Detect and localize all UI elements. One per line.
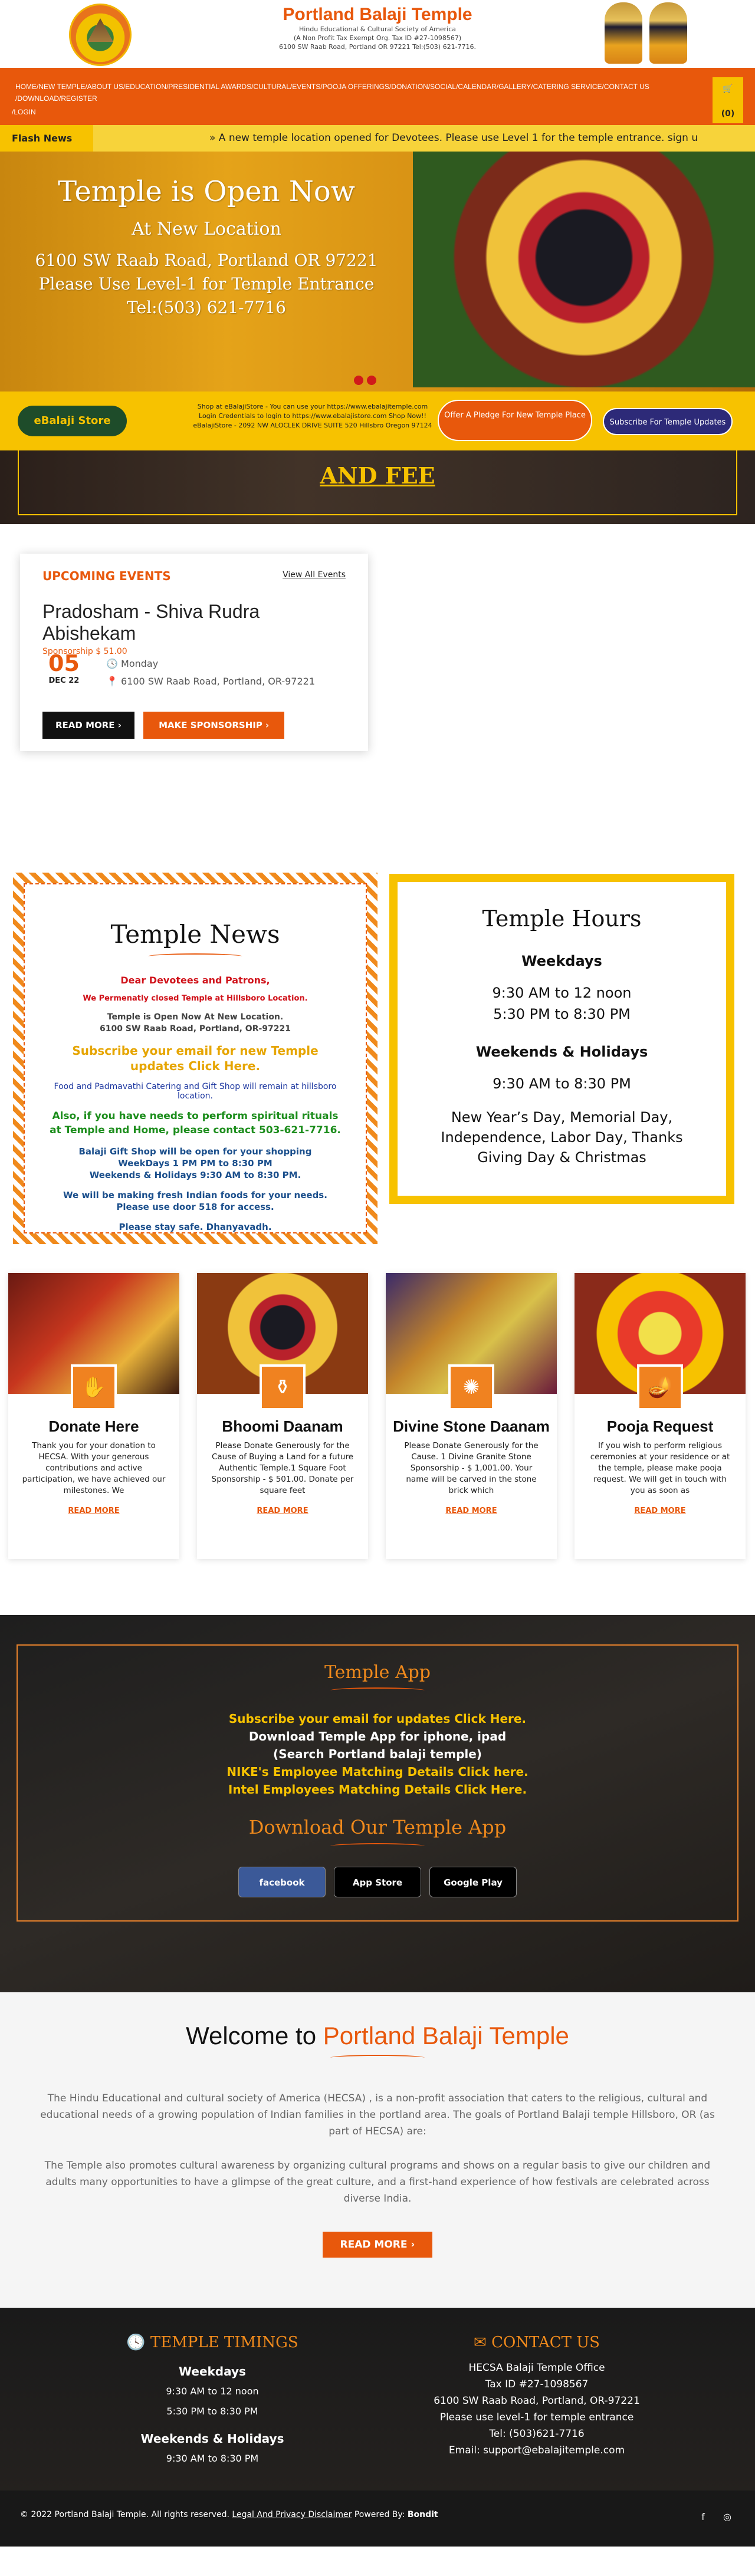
social-links — [686, 2511, 731, 2522]
news-closed: We Permenatly closed Temple at Hillsboro Location. — [83, 994, 308, 1003]
nav-item[interactable]: /EDUCATION — [123, 83, 167, 91]
nav-item[interactable]: /DOWNLOAD — [15, 94, 60, 103]
card-title: Pooja Request — [606, 1417, 714, 1435]
event-day: 05 — [48, 650, 80, 676]
footer-contact-4: Please use level-1 for temple entrance — [439, 2411, 634, 2423]
card-bhoomi-daanam[interactable] — [197, 1273, 368, 1559]
donation-cards — [0, 1273, 755, 1615]
temple-app-title: Temple App — [324, 1662, 431, 1683]
subscribe-updates-button[interactable]: Subscribe For Temple Updates — [603, 408, 733, 435]
event-buttons — [42, 712, 284, 739]
facebook-badge[interactable]: facebook — [238, 1867, 326, 1897]
main-nav — [0, 68, 755, 125]
hours-weekends-label: Weekends & Holidays — [475, 1044, 648, 1060]
footer-contact-heading — [413, 2334, 661, 2351]
app-download-text: Download Temple App for iphone, ipad — [248, 1729, 507, 1743]
ornament-divider — [330, 2055, 425, 2061]
view-all-events-link[interactable]: View All Events — [283, 570, 346, 580]
news-greeting: Dear Devotees and Patrons, — [120, 975, 270, 986]
offer-pledge-button[interactable]: Offer A Pledge For New Temple Place — [438, 400, 592, 441]
card-title: Bhoomi Daanam — [222, 1417, 343, 1435]
nav-item[interactable]: /CULTURAL — [251, 83, 290, 91]
nav-login[interactable]: /LOGIN — [12, 108, 36, 116]
footer-timings — [88, 2334, 336, 2466]
event-info — [106, 655, 315, 690]
footer-contact-2: Tax ID #27-1098567 — [485, 2378, 589, 2390]
news-open-2: 6100 SW Raab Road, Portland, OR-97221 — [100, 1024, 291, 1034]
footer-contact-title: CONTACT US — [491, 2334, 600, 2351]
event-title: Pradosham - Shiva Rudra Abishekam — [42, 601, 260, 644]
app-store-badge[interactable]: App Store — [334, 1867, 421, 1897]
card-read-more[interactable]: READ MORE — [634, 1506, 686, 1515]
welcome-read-more-button[interactable]: READ MORE › — [323, 2232, 433, 2258]
clock-icon: 🕓 — [106, 658, 122, 669]
google-play-badge[interactable]: Google Play — [429, 1867, 517, 1897]
hours-weekend-1: 9:30 AM to 8:30 PM — [493, 1075, 631, 1092]
nav-item[interactable]: /POOJA OFFERINGS — [320, 83, 389, 91]
cart-button[interactable] — [713, 77, 743, 123]
deity-images — [605, 2, 687, 66]
event-sponsorship: Sponsorship $ 51.00 — [42, 647, 127, 656]
ebalaji-text-2[interactable]: Login Credentials to login to https://www.ebalajistore.com Shop Now!! — [199, 412, 426, 420]
hours-weekday-2: 5:30 PM to 8:30 PM — [493, 1006, 631, 1022]
footer-contact-3: 6100 SW Raab Road, Portland, OR-97221 — [434, 2395, 640, 2407]
news-open-1: Temple is Open Now At New Location. — [107, 1012, 284, 1022]
news-shop — [48, 1146, 342, 1181]
nav-item[interactable]: /NEW TEMPLE — [37, 83, 86, 91]
donate-icon: ✋ — [71, 1364, 117, 1410]
card-donate-here[interactable] — [8, 1273, 179, 1559]
contact-icon: ✉ — [474, 2334, 492, 2351]
ebalaji-store-bar — [0, 392, 755, 450]
nav-item[interactable]: /ABOUT US — [85, 83, 123, 91]
welcome-title — [0, 2022, 755, 2050]
slider-dots — [354, 376, 380, 387]
footer-weekday-1: 9:30 AM to 12 noon — [166, 2386, 259, 2397]
ebalaji-store-logo[interactable]: eBalaji Store — [18, 406, 127, 436]
welcome-paragraph-2: The Temple also promotes cultural awareness by organizing cultural programs and shows on a regular basis to give our children and adults many opportunities to have a glimpse of the great culture, and a first-hand experience of how festivals are celebrated across diverse India. — [44, 2160, 711, 2205]
news-food-2: We will be making fresh Indian foods for your needs. Please use door 518 for access. — [63, 1190, 327, 1212]
ornament-divider — [330, 1687, 425, 1693]
footer-contact-phone[interactable]: Tel: (503)621-7716 — [489, 2428, 585, 2440]
nav-item[interactable]: /EVENTS — [290, 83, 321, 91]
deity-image-right — [649, 2, 687, 64]
temple-hours-title: Temple Hours — [482, 906, 642, 932]
ebalaji-text-1[interactable]: Shop at eBalajiStore - You can use your https://www.ebalajitemple.com — [197, 403, 428, 410]
lamp-icon: 🪔 — [637, 1364, 683, 1410]
download-app-title: Download Our Temple App — [248, 1816, 507, 1838]
footer-weekends-label: Weekends & Holidays — [140, 2432, 284, 2446]
facebook-icon[interactable]: f — [701, 2511, 705, 2522]
welcome-title-prefix: Welcome to — [186, 2022, 323, 2049]
card-read-more[interactable]: READ MORE — [68, 1506, 120, 1515]
hero-address: 6100 SW Raab Road, Portland OR 97221 — [35, 251, 378, 270]
nav-item[interactable]: /GALLERY — [496, 83, 531, 91]
footer-address — [413, 2360, 661, 2459]
nav-item[interactable]: /CONTACT US — [602, 83, 649, 91]
event-weekday: Monday — [121, 658, 159, 669]
news-open — [48, 1011, 342, 1035]
welcome-title-brand: Portland Balaji Temple — [323, 2022, 569, 2049]
slider-dot-1[interactable] — [354, 376, 363, 385]
card-description: If you wish to perform religious ceremonies at your residence or at the temple, please make pooja request. We will get in touch with you as soon as — [590, 1441, 730, 1495]
footer-contact-1: HECSA Balaji Temple Office — [468, 2362, 605, 2374]
event-month: DEC 22 — [48, 676, 80, 685]
flash-news-label: Flash News — [0, 125, 93, 152]
app-store-badges — [18, 1867, 737, 1897]
intel-matching-link[interactable]: Intel Employees Matching Details Click Here. — [228, 1782, 527, 1797]
nav-item[interactable]: /SOCIAL — [428, 83, 457, 91]
news-safe: Please stay safe. Dhanyavadh. — [119, 1222, 272, 1232]
location-pin-icon: 📍 — [106, 676, 122, 687]
welcome-paragraph-1: The Hindu Educational and cultural society of America (HECSA) , is a non-profit association that caters to the religious, cultural and educational needs of a growing population of Indian families in the portland area. The goals of Portland Balaji temple Hillsboro, OR (as part of HECSA) are: — [40, 2093, 715, 2137]
temple-hours-box — [389, 874, 734, 1204]
card-description: Please Donate Generously for the Cause. 1 Divine Granite Stone Sponsorship - $ 1,001.00. Your name will be carved in the stone brick which — [404, 1441, 539, 1495]
nav-item[interactable]: /CATERING SERVICE — [531, 83, 602, 91]
sun-icon: ✺ — [448, 1364, 494, 1410]
app-search-hint: (Search Portland balaji temple) — [273, 1747, 482, 1761]
powered-by: Powered By: — [354, 2510, 405, 2519]
hours-weekdays-label: Weekdays — [521, 953, 602, 969]
site-title[interactable]: Portland Balaji Temple — [283, 5, 472, 24]
card-description: Please Donate Generously for the Cause of Buying a Land for a future Authentic Temple.1 Square Foot Sponsorship - $ 501.00. Donate per square feet — [211, 1441, 354, 1495]
hero-text — [0, 175, 413, 320]
deity-image-left — [605, 2, 642, 64]
nav-item[interactable]: /CALENDAR — [456, 83, 497, 91]
card-title: Donate Here — [48, 1417, 139, 1435]
news-hours-section — [0, 869, 755, 1273]
footer-timings-title: TEMPLE TIMINGS — [150, 2334, 298, 2351]
slider-dot-2[interactable] — [367, 376, 376, 385]
nike-matching-link[interactable]: NIKE's Employee Matching Details Click here. — [226, 1765, 528, 1779]
news-shop-3: Weekends & Holidays 9:30 AM to 8:30 PM. — [89, 1170, 301, 1180]
site-header — [0, 0, 755, 68]
card-title: Divine Stone Daanam — [393, 1417, 550, 1435]
temple-news-title: Temple News — [110, 920, 280, 949]
nav-item[interactable]: /DONATION — [389, 83, 428, 91]
copyright-text: © 2022 Portland Balaji Temple. All rights reserved. — [20, 2510, 229, 2519]
card-divine-stone-daanam[interactable] — [386, 1273, 557, 1559]
news-shop-1: Balaji Gift Shop will be open for your shopping — [78, 1146, 312, 1157]
flash-news-text[interactable]: » A new temple location opened for Devotees. Please use Level 1 for the temple entrance. sign u — [209, 132, 698, 144]
flash-news-bar — [0, 125, 755, 152]
ebalaji-store-text — [183, 402, 442, 430]
nav-item[interactable]: HOME — [15, 83, 37, 91]
event-date — [48, 650, 80, 685]
card-read-more[interactable]: READ MORE — [445, 1506, 497, 1515]
footer-weekend-1: 9:30 AM to 8:30 PM — [166, 2453, 259, 2464]
upcoming-events-heading: UPCOMING EVENTS — [42, 569, 171, 583]
footer-weekday-2: 5:30 PM to 8:30 PM — [166, 2406, 258, 2417]
events-section — [0, 524, 755, 869]
brand-taxid: (A Non Profit Tax Exempt Org. Tax ID #27-1098567) — [293, 34, 462, 42]
announcement-text[interactable]: AND FEE — [320, 462, 435, 489]
temple-news-content — [24, 883, 367, 1233]
cart-icon: 🛒 — [723, 84, 733, 94]
card-read-more[interactable]: READ MORE — [257, 1506, 308, 1515]
hero-slider — [0, 152, 755, 392]
nav-item[interactable]: /REGISTER — [59, 94, 97, 103]
clock-icon: 🕓 — [126, 2334, 150, 2351]
nav-item[interactable]: /PRESIDENTIAL AWARDS — [166, 83, 252, 91]
announcement-band — [0, 450, 755, 524]
brand-subtitle: Hindu Educational & Cultural Society of America — [298, 25, 457, 33]
upcoming-event-card — [20, 554, 368, 751]
footer-contact-email[interactable]: Email: support@ebalajitemple.com — [448, 2445, 625, 2456]
temple-app-section — [0, 1615, 755, 1992]
cart-count: (0) — [721, 109, 735, 119]
ornament-divider — [330, 1843, 425, 1849]
hero-deity-image — [413, 152, 755, 387]
news-subscribe-link[interactable]: Subscribe your email for new Temple updates Click Here. — [72, 1044, 319, 1073]
hero-phone: Tel:(503) 621-7716 — [127, 298, 286, 317]
event-location: 6100 SW Raab Road, Portland, OR-97221 — [121, 676, 315, 687]
ornament-divider — [148, 953, 242, 959]
footer-weekdays-label: Weekdays — [179, 2364, 246, 2378]
temple-news-box — [13, 873, 378, 1244]
brand-address: 6100 SW Raab Road, Portland OR 97221 Tel:(503) 621-7716. — [278, 43, 477, 51]
welcome-section — [0, 1992, 755, 2308]
footer-contact — [413, 2334, 661, 2459]
instagram-icon[interactable]: ◎ — [723, 2511, 731, 2522]
temple-app-box — [17, 1644, 738, 1922]
ebalaji-text-3: eBalajiStore - 2092 NW ALOCLEK DRIVE SUITE 520 Hillsbro Oregon 97124 — [193, 422, 432, 429]
hero-subtitle: At New Location — [132, 219, 281, 239]
news-food: Food and Padmavathi Catering and Gift Shop will remain at hillsboro location. — [54, 1082, 337, 1101]
event-read-more-button[interactable]: READ MORE › — [42, 712, 134, 739]
app-subscribe-link[interactable]: Subscribe your email for updates Click Here. — [228, 1712, 527, 1726]
card-pooja-request[interactable] — [575, 1273, 746, 1559]
legal-link[interactable]: Legal And Privacy Disclaimer — [232, 2510, 352, 2519]
hours-holidays: New Year’s Day, Memorial Day, Independence, Labor Day, Thanks Giving Day & Christmas — [441, 1109, 683, 1166]
nav-links — [15, 81, 688, 104]
make-sponsorship-button[interactable]: MAKE SPONSORSHIP › — [143, 712, 284, 739]
site-footer — [0, 2308, 755, 2547]
hero-entrance: Please Use Level-1 for Temple Entrance — [38, 274, 375, 294]
pot-icon: ⚱ — [260, 1364, 306, 1410]
powered-by-name[interactable]: Bondit — [407, 2510, 438, 2519]
news-shop-2: WeekDays 1 PM PM to 8:30 PM — [118, 1158, 273, 1169]
news-spiritual: Also, if you have needs to perform spiritual rituals at Temple and Home, please contact 503-621-7716. — [50, 1110, 341, 1136]
card-description: Thank you for your donation to HECSA. With your generous contributions and active participation, we have achieved our milestones. We — [22, 1441, 166, 1495]
copyright-bar — [0, 2491, 755, 2547]
footer-timings-heading — [88, 2334, 336, 2351]
hours-weekday-1: 9:30 AM to 12 noon — [492, 985, 632, 1001]
hero-title: Temple is Open Now — [58, 175, 355, 208]
